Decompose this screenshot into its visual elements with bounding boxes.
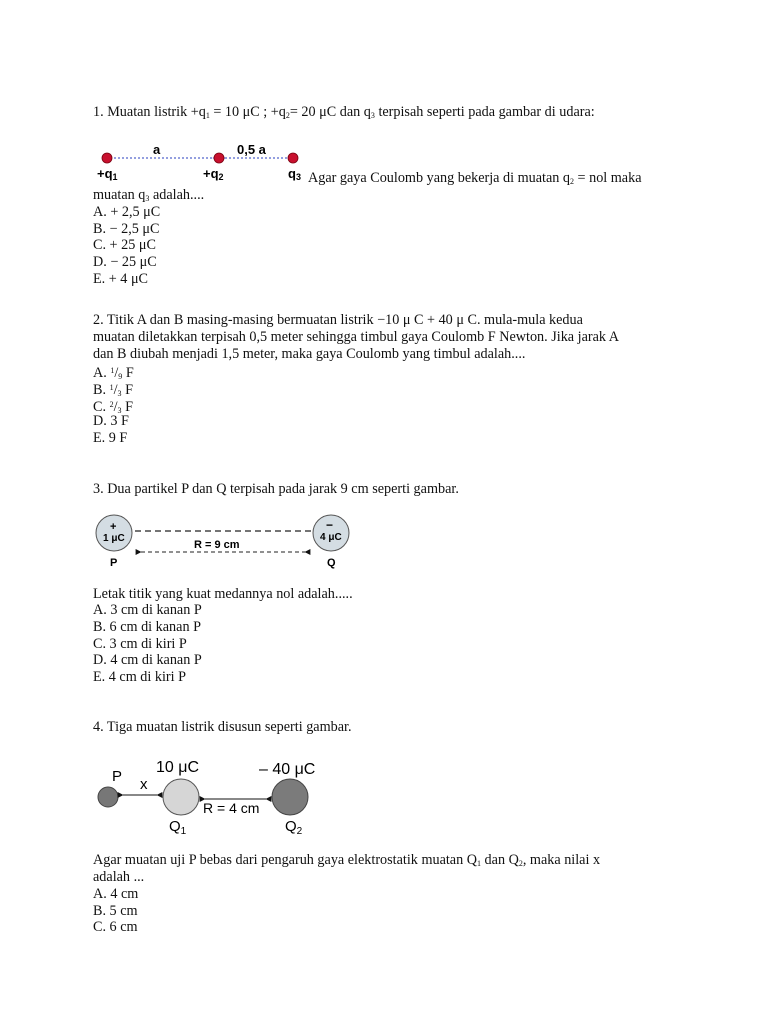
q3-question: Letak titik yang kuat medannya nol adalah..... [93,586,353,602]
charge-q1-circle [163,779,199,815]
q-sign: − [326,518,334,532]
q3-option-e[interactable]: E. 4 cm di kiri P [93,669,187,685]
charge-q2-circle [272,779,308,815]
q1-option-a[interactable]: A. + 2,5 μC [93,204,161,220]
label-half-a: 0,5 a [237,142,266,157]
q1-stem-line2: Agar gaya Coulomb yang bekerja di muatan $q_2$ = nol maka [308,170,642,186]
q3-option-c[interactable]: C. 3 cm di kiri P [93,636,187,652]
distance-label: R = 4 cm [203,800,260,816]
p-sign: + [110,521,117,533]
p-label: P [112,768,123,785]
q1-label: $Q_1$ [169,818,187,837]
q1-charge-label: 10 μC [156,759,200,776]
q2-stem-line2: muatan diletakkan terpisah 0,5 meter sehingga timbul gaya Coulomb F Newton. Jika jarak A [93,329,620,345]
q2-option-c[interactable]: C. $^2/_3$ F [93,399,133,415]
label-q2: +q2 [203,166,224,182]
p-label: P [110,557,118,569]
label-q1: +q1 [97,166,118,182]
q3-option-a[interactable]: A. 3 cm di kanan P [93,602,202,618]
label-q3: q3 [288,166,301,182]
q1-stem-line3: muatan $q_3$ adalah.... [93,187,205,203]
q3-option-d[interactable]: D. 4 cm di kanan P [93,652,202,668]
q-charge: 4 μC [320,532,342,543]
q2-option-e[interactable]: E. 9 F [93,430,128,446]
q4-stem-line3: adalah ... [93,869,145,885]
q1-option-e[interactable]: E. + 4 μC [93,271,149,287]
q3-stem-line1: 3. Dua partikel P dan Q terpisah pada jarak 9 cm seperti gambar. [93,481,459,497]
q4-option-b[interactable]: B. 5 cm [93,903,138,919]
q4-option-c[interactable]: C. 6 cm [93,919,138,935]
q1-option-c[interactable]: C. + 25 μC [93,237,156,253]
q4-option-a[interactable]: A. 4 cm [93,886,139,902]
q1-charge-dot [102,153,112,163]
q2-option-d[interactable]: D. 3 F [93,413,129,429]
q4-charge-diagram [93,755,333,835]
q4-stem-line2: Agar muatan uji P bebas dari pengaruh gaya elektrostatik muatan $Q_1$ dan $Q_2$, maka nilai x [93,852,601,868]
q-label: Q [327,557,336,569]
distance-label: R = 9 cm [194,539,240,551]
q3-option-b[interactable]: B. 6 cm di kanan P [93,619,201,635]
q2-stem-line1: 2. Titik A dan B masing-masing bermuatan listrik −10 μ C + 40 μ C. mula-mula kedua [93,312,583,328]
q4-stem-line1: 4. Tiga muatan listrik disusun seperti gambar. [93,719,352,735]
q2-charge-dot [214,153,224,163]
q1-option-d[interactable]: D. − 25 μC [93,254,157,270]
x-label: x [140,776,148,793]
test-charge-p [98,787,118,807]
q2-label: $Q_2$ [285,818,303,837]
q3-charge-diagram [93,512,363,572]
q2-charge-label: – 40 μC [259,761,316,778]
p-charge: 1 μC [103,533,125,544]
q3-charge-dot [288,153,298,163]
q1-stem-line1: 1. Muatan listrik $+q_1 = 10$ μC ; $+q_2= 20$ μC dan $q_3$ terpisah seperti pada gambar di udara: [93,104,595,120]
q2-option-b[interactable]: B. $^1/_3$ F [93,382,133,398]
q2-option-a[interactable]: A. $^1/_9$ F [93,365,134,381]
q2-stem-line3: dan B diubah menjadi 1,5 meter, maka gaya Coulomb yang timbul adalah.... [93,346,526,362]
q1-option-b[interactable]: B. − 2,5 μC [93,221,160,237]
label-a: a [153,142,161,157]
q1-number: 1. [93,104,104,120]
q1-charge-diagram [95,136,310,186]
